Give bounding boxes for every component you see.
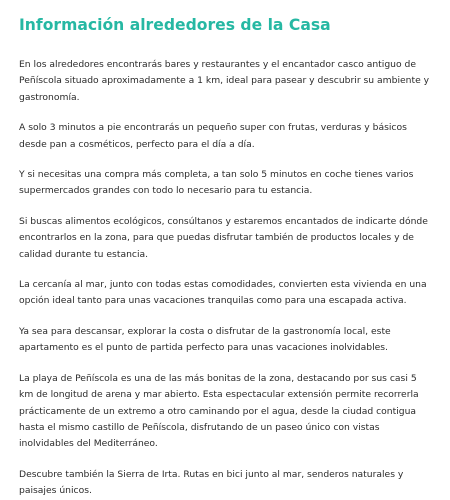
description-section [19, 57, 432, 500]
description-paragraph-2: A solo 3 minutos a pie encontrarás un pequeño super con frutas, verduras y básicos desde pan a cosméticos, perfecto para el día a día. [19, 122, 407, 150]
description-paragraph-6: Ya sea para descansar, explorar la costa o disfrutar de la gastronomía local, este apartamento es el punto de partida perfecto para unas vacaciones inolvidables. [19, 325, 391, 354]
description-paragraph-1: En los alrededores encontrarás bares y restaurantes y el encantador casco antiguo de Peñíscola situado aproximadamente a 1 km, ideal para pasear y descubrir su ambiente y gastronomía. [19, 59, 430, 103]
page-title: Información alrededores de la Casa [19, 16, 331, 34]
description-paragraph-8: Descubre también la Sierra de Irta. Rutas en bici junto al mar, senderos naturales y paisajes únicos. [19, 468, 404, 497]
description-paragraph-3: Y si necesitas una compra más completa, a tan solo 5 minutos en coche tienes varios supermercados grandes con todo lo necesario para tu estancia. [19, 169, 414, 197]
description-paragraph-7: La playa de Peñíscola es una de las más bonitas de la zona, destacando por sus casi 5 km de longitud de arena y mar abierto. Esta espectacular extensión permite recorrerla prácticamente de un extremo a otro caminando por el agua, desde la ciudad contigua hasta el mismo castillo de Peñíscola, disfrutando de un paseo único con vistas inolvidables del Mediterráneo. [19, 372, 419, 450]
description-paragraph-4: Si buscas alimentos ecológicos, consúltanos y estaremos encantados de indicarte dónde encontrarlos en la zona, para que puedas disfrutar también de productos locales y de calidad durante tu estancia. [19, 215, 428, 260]
description-paragraph-5: La cercanía al mar, junto con todas estas comodidades, convierten esta vivienda en una opción ideal tanto para unas vacaciones tranquilas como para una escapada activa. [19, 279, 427, 307]
